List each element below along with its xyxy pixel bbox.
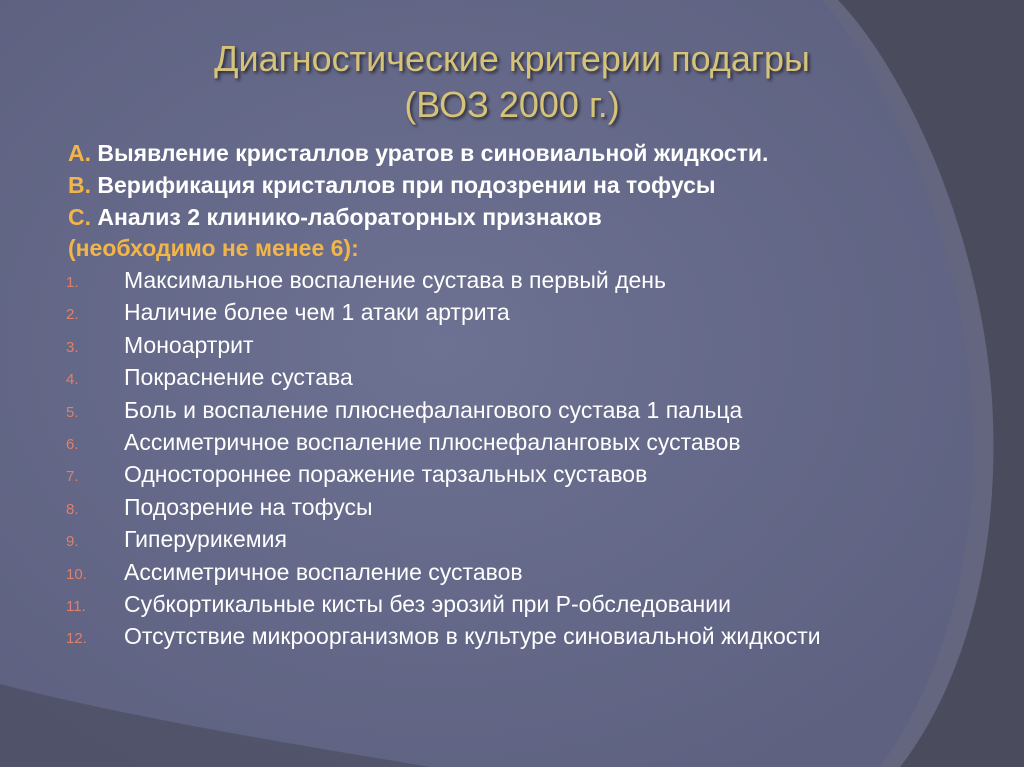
list-item bbox=[0, 426, 1024, 458]
slide-title bbox=[0, 36, 1024, 128]
item-text: Максимальное воспаление сустава в первый день bbox=[124, 267, 666, 293]
item-text: Отсутствие микроорганизмов в культуре синовиальной жидкости bbox=[124, 623, 821, 650]
item-number: 6. bbox=[66, 435, 79, 453]
criterion-c-text: Анализ 2 клинико-лабораторных признаков bbox=[91, 204, 602, 230]
item-text: Гиперурикемия bbox=[124, 526, 287, 553]
item-text: Моноартрит bbox=[124, 331, 254, 358]
criterion-b-text: Верификация кристаллов при подозрении на тофусы bbox=[91, 172, 716, 198]
item-number: 9. bbox=[66, 533, 79, 551]
criteria-note: (необходимо не менее 6): bbox=[68, 235, 359, 261]
criterion-b-letter: В. bbox=[68, 172, 91, 198]
item-text: Покраснение сустава bbox=[124, 364, 353, 391]
item-number: 1. bbox=[66, 274, 79, 291]
item-number: 4. bbox=[66, 371, 79, 389]
item-number: 12. bbox=[66, 630, 87, 648]
criterion-b bbox=[68, 172, 716, 199]
criterion-a-text: Выявление кристаллов уратов в синовиальной жидкости. bbox=[91, 140, 769, 166]
item-number: 10. bbox=[66, 565, 87, 583]
item-text: Подозрение на тофусы bbox=[124, 493, 373, 520]
list-item bbox=[0, 329, 1024, 361]
list-item bbox=[0, 361, 1024, 393]
item-text: Боль и воспаление плюснефалангового сустава 1 пальца bbox=[124, 396, 743, 423]
item-number: 3. bbox=[66, 338, 79, 356]
item-number: 11. bbox=[66, 597, 86, 615]
criterion-c bbox=[68, 204, 602, 231]
list-item bbox=[0, 556, 1024, 588]
criterion-a-letter: А. bbox=[68, 140, 91, 166]
title-line-2: (ВОЗ 2000 г.) bbox=[404, 84, 620, 125]
signs-list bbox=[0, 264, 1024, 653]
list-item bbox=[0, 296, 1024, 328]
list-item bbox=[0, 394, 1024, 426]
list-item bbox=[0, 620, 1024, 652]
item-text: Одностороннее поражение тарзальных суставов bbox=[124, 461, 648, 488]
list-item bbox=[0, 491, 1024, 523]
list-item bbox=[0, 264, 1024, 296]
item-number: 8. bbox=[66, 500, 79, 518]
item-number: 7. bbox=[66, 468, 79, 486]
list-item bbox=[0, 523, 1024, 555]
list-item bbox=[0, 588, 1024, 620]
criterion-c-letter: С. bbox=[68, 204, 91, 230]
item-text: Ассиметричное воспаление плюснефаланговых суставов bbox=[124, 428, 741, 455]
item-number: 2. bbox=[66, 306, 79, 324]
item-number: 5. bbox=[66, 403, 79, 421]
item-text: Наличие более чем 1 атаки артрита bbox=[124, 299, 510, 326]
title-line-1: Диагностические критерии подагры bbox=[214, 38, 810, 79]
item-text: Субкортикальные кисты без эрозий при Р-обследовании bbox=[124, 590, 731, 617]
criterion-a bbox=[68, 140, 768, 167]
list-item bbox=[0, 458, 1024, 490]
item-text: Ассиметричное воспаление суставов bbox=[124, 558, 523, 585]
